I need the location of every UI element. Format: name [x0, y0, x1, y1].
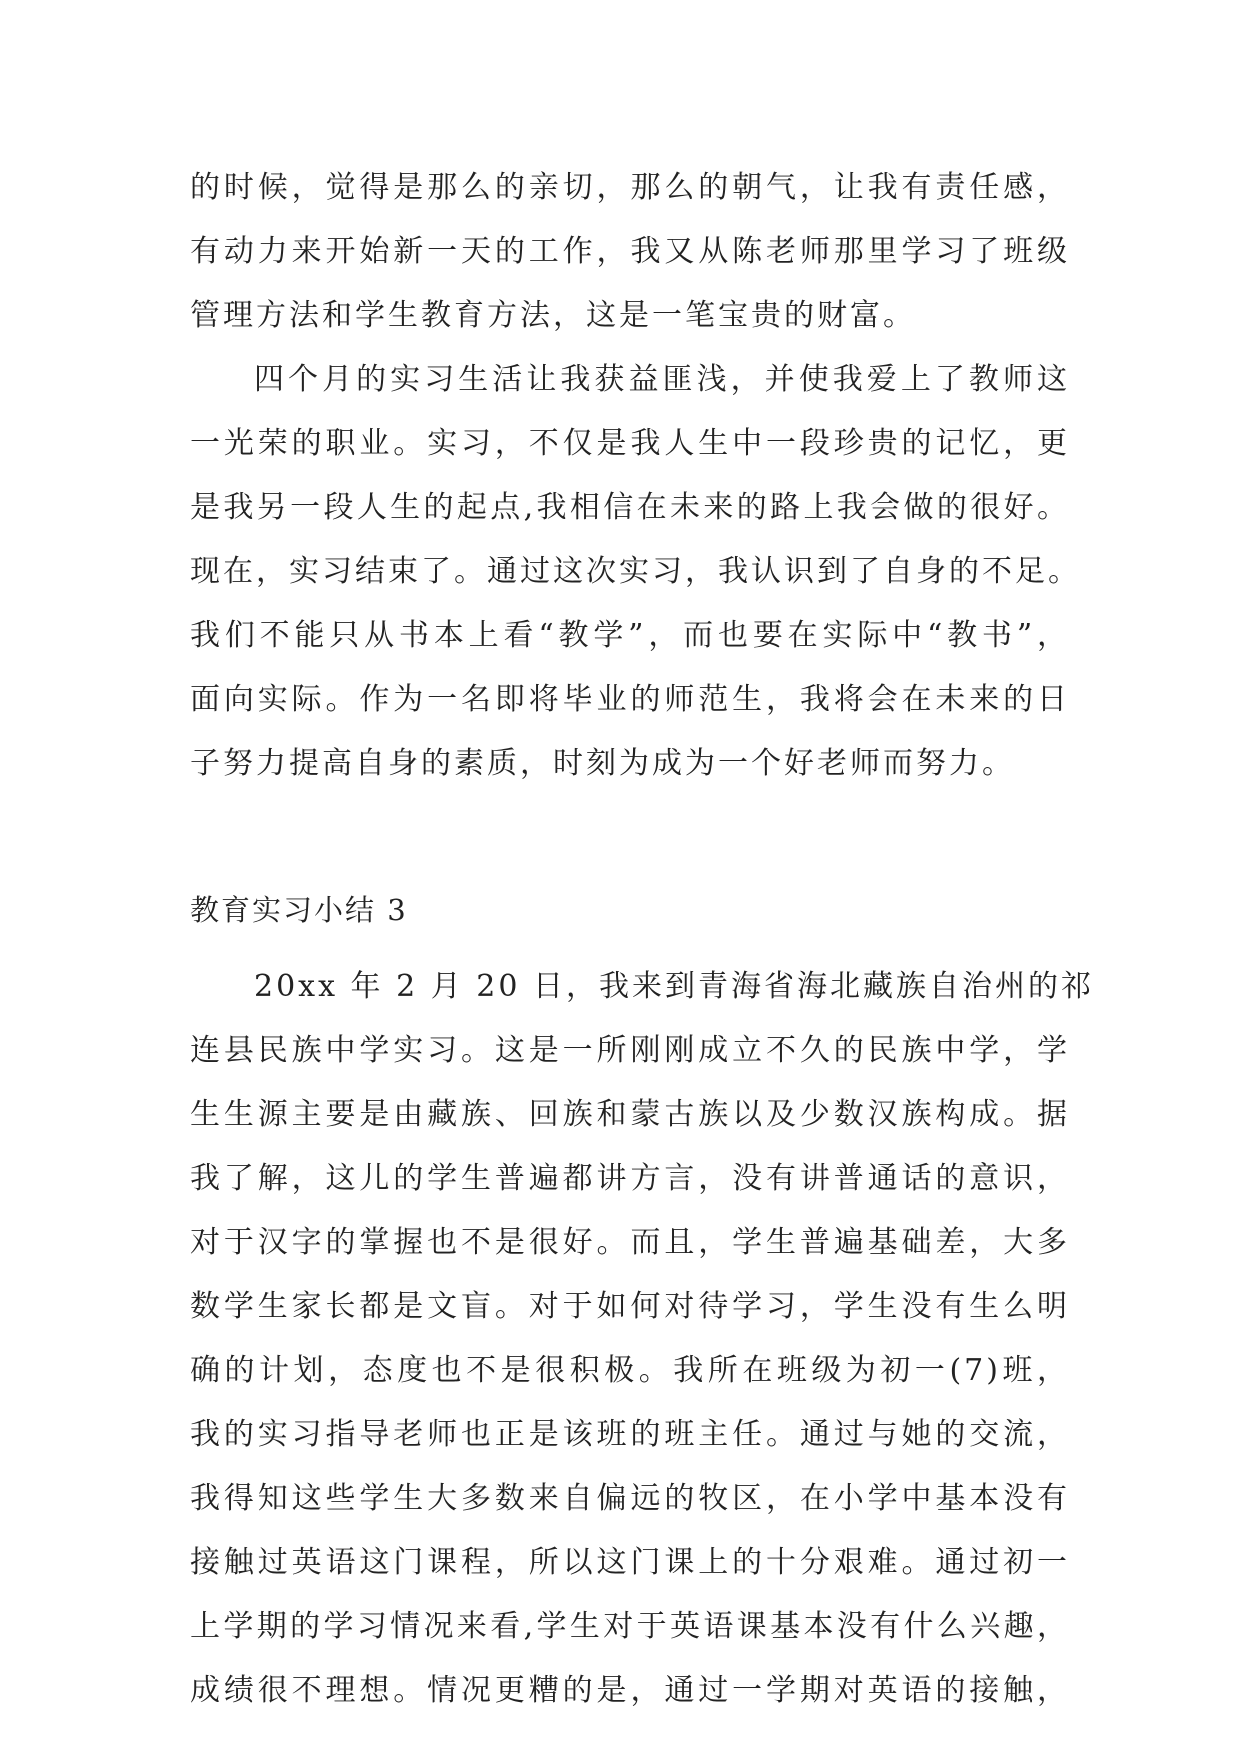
- paragraph-block-2: [190, 955, 1094, 1723]
- text-line: 确的计划，态度也不是很积极。我所在班级为初一(7)班，: [190, 1353, 1070, 1388]
- text-line: 成绩很不理想。情况更糟的是，通过一学期对英语的接触，: [190, 1673, 1070, 1708]
- text-line: 子努力提高自身的素质，时刻为成为一个好老师而努力。: [190, 746, 1015, 781]
- text-line: 数学生家长都是文盲。对于如何对待学习，学生没有生么明: [190, 1289, 1070, 1324]
- section-heading: 教育实习小结 3: [190, 893, 408, 927]
- text-line: 管理方法和学生教育方法，这是一笔宝贵的财富。: [190, 298, 916, 333]
- text-line: 一光荣的职业。实习，不仅是我人生中一段珍贵的记忆，更: [190, 426, 1070, 461]
- text-line: 上学期的学习情况来看,学生对于英语课基本没有什么兴趣，: [190, 1609, 1070, 1644]
- paragraph-block-1: [190, 156, 1081, 796]
- text-line: 我得知这些学生大多数来自偏远的牧区，在小学中基本没有: [190, 1481, 1070, 1516]
- text-line: 对于汉字的掌握也不是很好。而且，学生普遍基础差，大多: [190, 1225, 1070, 1260]
- text-line: 我了解，这儿的学生普遍都讲方言，没有讲普通话的意识，: [190, 1161, 1070, 1196]
- text-line: 四个月的实习生活让我获益匪浅，并使我爱上了教师这: [254, 362, 1070, 397]
- text-line: 是我另一段人生的起点,我相信在未来的路上我会做的很好。: [190, 490, 1070, 525]
- text-line: 20xx 年 2 月 20 日，我来到青海省海北藏族自治州的祁: [254, 969, 1094, 1004]
- text-line: 面向实际。作为一名即将毕业的师范生，我将会在未来的日: [190, 682, 1070, 717]
- text-line: 现在，实习结束了。通过这次实习，我认识到了自身的不足。: [190, 554, 1081, 589]
- text-line: 连县民族中学实习。这是一所刚刚成立不久的民族中学，学: [190, 1033, 1070, 1068]
- text-line: 我们不能只从书本上看“教学”，而也要在实际中“教书”，: [190, 618, 1070, 653]
- text-line: 接触过英语这门课程，所以这门课上的十分艰难。通过初一: [190, 1545, 1070, 1580]
- text-line: 有动力来开始新一天的工作，我又从陈老师那里学习了班级: [190, 234, 1070, 269]
- text-line: 的时候，觉得是那么的亲切，那么的朝气，让我有责任感，: [190, 170, 1070, 205]
- text-line: 生生源主要是由藏族、回族和蒙古族以及少数汉族构成。据: [190, 1097, 1070, 1132]
- text-line: 我的实习指导老师也正是该班的班主任。通过与她的交流，: [190, 1417, 1070, 1452]
